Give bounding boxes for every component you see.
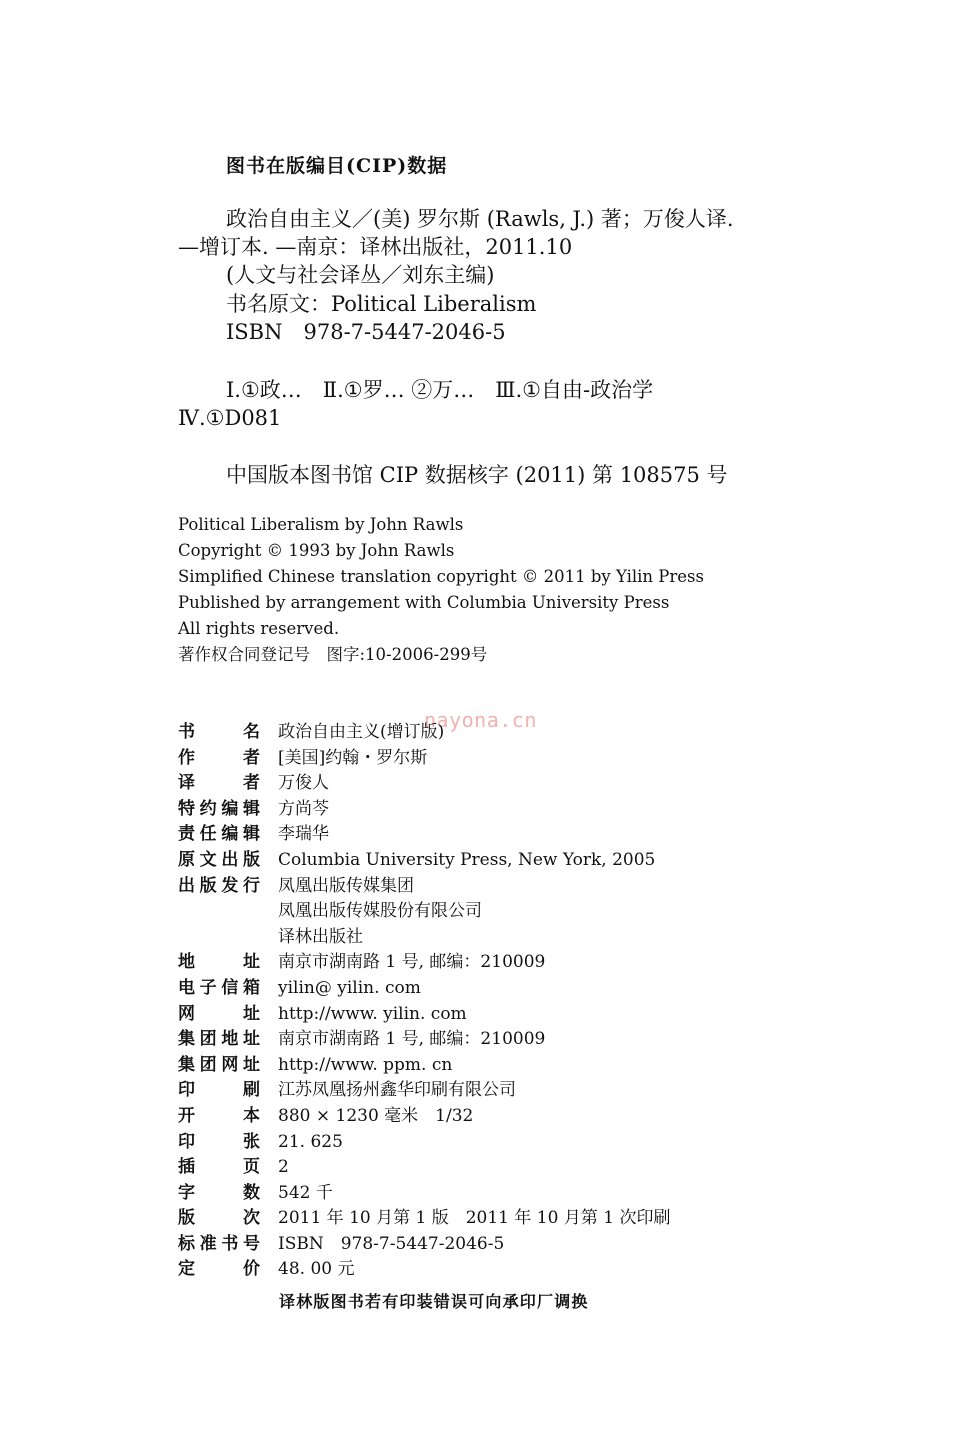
spec-value: 译林出版社 — [278, 926, 363, 947]
spec-label-char: 定 — [178, 1259, 195, 1280]
spec-label-char: 标 — [178, 1233, 195, 1254]
spec-label — [178, 1104, 260, 1130]
spec-label-char: 字 — [178, 1182, 195, 1203]
spec-row — [178, 925, 670, 951]
spec-label — [178, 1181, 260, 1207]
spec-label-char: 版 — [199, 875, 217, 896]
spec-label-char: 价 — [243, 1259, 260, 1280]
spec-label — [178, 1206, 260, 1232]
spec-label-char: 出 — [221, 849, 239, 870]
spec-label-char: 开 — [178, 1105, 195, 1126]
spec-label — [178, 874, 260, 900]
copyright-line: Simplified Chinese translation copyright © 2011 by Yilin Press — [178, 567, 704, 586]
spec-row — [178, 976, 670, 1002]
spec-label — [178, 1155, 260, 1181]
cip-edition-line: —增订本. —南京：译林出版社，2011.10 — [178, 235, 573, 259]
cip-isbn-line: ISBN 978-7-5447-2046-5 — [226, 320, 506, 344]
spec-row — [178, 1053, 670, 1079]
spec-label-char: 文 — [199, 849, 217, 870]
spec-label-char: 译 — [178, 773, 195, 794]
spec-row — [178, 899, 670, 925]
spec-value: 南京市湖南路 1 号, 邮编：210009 — [278, 1029, 546, 1050]
spec-label — [178, 848, 260, 874]
spec-label-char: 刷 — [243, 1080, 260, 1101]
spec-label-char: 编 — [221, 824, 239, 845]
spec-label-char: 辑 — [242, 824, 260, 845]
spec-label-char: 电 — [178, 977, 195, 998]
replacement-notice: 译林版图书若有印装错误可向承印厂调换 — [279, 1292, 589, 1311]
cip-series-line: (人文与社会译丛／刘东主编) — [226, 263, 495, 287]
spec-row — [178, 874, 670, 900]
spec-value: 21. 625 — [278, 1131, 343, 1152]
spec-value: [美国]约翰・罗尔斯 — [278, 747, 428, 768]
spec-label-char: 团 — [199, 1054, 217, 1075]
spec-label-char: 辑 — [242, 798, 260, 819]
copyright-registration: 著作权合同登记号 图字:10-2006-299号 — [178, 645, 488, 664]
spec-label — [178, 1257, 260, 1283]
spec-value: 江苏凤凰扬州鑫华印刷有限公司 — [278, 1080, 516, 1101]
spec-value: 48. 00 元 — [278, 1259, 355, 1280]
spec-label-char: 信 — [221, 977, 239, 998]
spec-label — [178, 899, 260, 925]
spec-label-char: 作 — [178, 747, 195, 768]
watermark-text: nayona.cn — [424, 708, 537, 732]
spec-label-char: 张 — [243, 1131, 260, 1152]
spec-row — [178, 1232, 670, 1258]
cip-classification-line-2: Ⅳ.①D081 — [178, 406, 282, 430]
copyright-line: Published by arrangement with Columbia University Press — [178, 593, 670, 612]
cip-original-title-line: 书名原文：Political Liberalism — [226, 292, 537, 316]
spec-row — [178, 1002, 670, 1028]
spec-value: 2 — [278, 1157, 289, 1178]
spec-label-char: 名 — [243, 722, 260, 742]
spec-label-char: 出 — [178, 875, 195, 896]
spec-label-char: 编 — [221, 798, 239, 819]
spec-row — [178, 797, 670, 823]
spec-label — [178, 1027, 260, 1053]
spec-label — [178, 822, 260, 848]
spec-label — [178, 925, 260, 951]
spec-label-char: 行 — [242, 875, 260, 896]
spec-value: 880 × 1230 毫米 1/32 — [278, 1105, 474, 1126]
spec-label-char: 号 — [242, 1233, 260, 1254]
spec-value: 万俊人 — [278, 773, 329, 794]
spec-row — [178, 1104, 670, 1130]
spec-value: ISBN 978-7-5447-2046-5 — [278, 1233, 505, 1254]
copyright-line: Copyright © 1993 by John Rawls — [178, 541, 455, 560]
spec-label — [178, 950, 260, 976]
spec-value: 南京市湖南路 1 号, 邮编：210009 — [278, 952, 546, 973]
spec-label-char: 版 — [178, 1208, 195, 1229]
spec-label-char: 址 — [243, 952, 260, 973]
spec-label-char: 集 — [178, 1029, 195, 1050]
spec-row — [178, 1155, 670, 1181]
spec-value: Columbia University Press, New York, 2005 — [278, 849, 656, 870]
spec-value: 凤凰出版传媒集团 — [278, 875, 414, 896]
spec-label-char: 页 — [243, 1157, 260, 1178]
spec-label — [178, 1053, 260, 1079]
spec-label-char: 集 — [178, 1054, 195, 1075]
spec-row — [178, 822, 670, 848]
spec-label-char: 原 — [178, 849, 195, 870]
spec-value: 李瑞华 — [278, 824, 329, 845]
cip-classification-line-1: Ⅰ.①政… Ⅱ.①罗… ②万… Ⅲ.①自由-政治学 — [226, 378, 654, 402]
spec-row — [178, 771, 670, 797]
spec-label — [178, 797, 260, 823]
cip-record-number: 中国版本图书馆 CIP 数据核字 (2011) 第 108575 号 — [226, 463, 728, 487]
spec-label-char: 特 — [178, 798, 195, 819]
spec-label-char: 址 — [242, 1029, 260, 1050]
spec-label-char: 团 — [199, 1029, 217, 1050]
spec-value: 2011 年 10 月第 1 版 2011 年 10 月第 1 次印刷 — [278, 1208, 671, 1229]
copyright-block — [178, 512, 704, 668]
spec-label — [178, 720, 260, 746]
spec-label-char: 印 — [178, 1131, 195, 1152]
spec-label-char: 准 — [199, 1233, 217, 1254]
spec-label-char: 址 — [242, 1054, 260, 1075]
spec-label-char: 次 — [243, 1208, 260, 1229]
spec-label-char: 任 — [199, 824, 217, 845]
spec-label-char: 地 — [178, 952, 195, 973]
spec-label-char: 印 — [178, 1080, 195, 1101]
spec-label-char: 者 — [243, 747, 260, 768]
spec-row — [178, 1206, 670, 1232]
spec-row — [178, 1257, 670, 1283]
cip-heading: 图书在版编目(CIP)数据 — [226, 155, 448, 177]
spec-label — [178, 1232, 260, 1258]
spec-label — [178, 1002, 260, 1028]
spec-value: 方尚芩 — [278, 798, 329, 819]
copyright-line: All rights reserved. — [178, 619, 340, 638]
spec-label — [178, 1078, 260, 1104]
spec-label-char: 书 — [221, 1233, 239, 1254]
spec-value: 凤凰出版传媒股份有限公司 — [278, 901, 482, 922]
spec-label-char: 版 — [242, 849, 260, 870]
spec-label-char: 网 — [221, 1054, 239, 1075]
spec-row — [178, 950, 670, 976]
spec-label-char: 者 — [243, 773, 260, 794]
spec-label-char: 插 — [178, 1157, 195, 1178]
spec-label — [178, 1130, 260, 1156]
spec-label-char: 址 — [243, 1003, 260, 1024]
spec-row — [178, 1078, 670, 1104]
spec-label — [178, 771, 260, 797]
spec-row — [178, 720, 670, 746]
spec-label-char: 发 — [221, 875, 239, 896]
spec-row — [178, 1181, 670, 1207]
spec-row — [178, 1130, 670, 1156]
copyright-line: Political Liberalism by John Rawls — [178, 515, 464, 534]
spec-label — [178, 976, 260, 1002]
spec-label-char: 本 — [243, 1105, 260, 1126]
spec-label-char: 网 — [178, 1003, 195, 1024]
spec-label — [178, 746, 260, 772]
spec-label-char: 地 — [221, 1029, 239, 1050]
spec-row — [178, 848, 670, 874]
spec-value: 政治自由主义(增订版) — [278, 722, 445, 742]
spec-label-char: 箱 — [242, 977, 260, 998]
spec-value: http://www. yilin. com — [278, 1003, 467, 1024]
spec-label-char: 书 — [178, 722, 195, 742]
spec-label-char: 责 — [178, 824, 195, 845]
spec-value: 542 千 — [278, 1182, 333, 1203]
spec-label-char: 子 — [199, 977, 217, 998]
spec-row — [178, 1027, 670, 1053]
spec-label-char: 约 — [199, 798, 217, 819]
publication-specs — [178, 720, 670, 1283]
spec-value: yilin@ yilin. com — [278, 977, 421, 998]
spec-row — [178, 746, 670, 772]
spec-label-char: 数 — [243, 1182, 260, 1203]
spec-value: http://www. ppm. cn — [278, 1054, 453, 1075]
cip-title-line: 政治自由主义／(美) 罗尔斯 (Rawls, J.) 著；万俊人译. — [226, 207, 734, 231]
